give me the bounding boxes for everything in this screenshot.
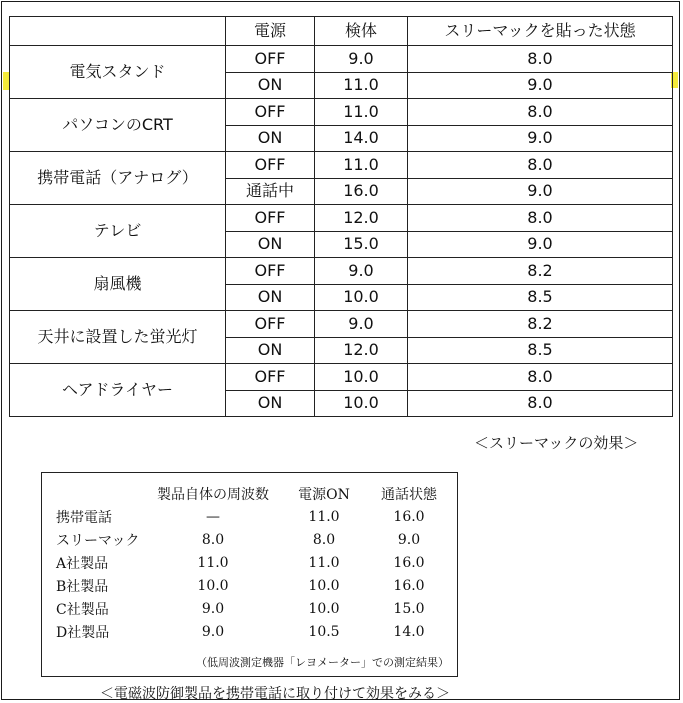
power-on-value: 10.0	[308, 600, 340, 617]
call-value: 16.0	[393, 554, 425, 571]
specimen-value: 9.0	[315, 46, 408, 73]
comparison-row	[56, 597, 452, 620]
power-cell: OFF	[226, 152, 315, 179]
header-with-threemac: スリーマックを貼った状態	[408, 17, 673, 46]
specimen-value: 12.0	[315, 205, 408, 232]
product-name: スリーマック	[56, 532, 140, 549]
header-power: 電源	[226, 17, 315, 46]
power-cell: ON	[226, 390, 315, 417]
table-body	[10, 46, 673, 417]
frequency-value: —	[206, 508, 220, 525]
comparison-header-call: 通話状態	[381, 487, 437, 503]
comparison-header-row	[56, 483, 452, 505]
power-on-value: 11.0	[308, 554, 340, 571]
emf-effect-table	[9, 16, 673, 417]
power-cell: OFF	[226, 364, 315, 391]
with-threemac-value: 8.0	[408, 46, 673, 73]
specimen-value: 10.0	[315, 364, 408, 391]
product-name: C社製品	[56, 601, 109, 618]
power-cell: OFF	[226, 46, 315, 73]
comparison-row	[56, 505, 452, 528]
with-threemac-value: 8.0	[408, 390, 673, 417]
table-row	[10, 205, 673, 232]
specimen-value: 10.0	[315, 284, 408, 311]
call-value: 9.0	[397, 531, 421, 548]
table-row	[10, 364, 673, 391]
table-row	[10, 258, 673, 285]
with-threemac-value: 8.2	[408, 311, 673, 338]
comparison-body	[56, 505, 452, 643]
power-cell: ON	[226, 125, 315, 152]
table-row	[10, 311, 673, 338]
item-name: 扇風機	[10, 258, 226, 311]
header-specimen: 検体	[315, 17, 408, 46]
call-value: 14.0	[393, 623, 425, 640]
power-cell: ON	[226, 337, 315, 364]
item-name: ヘアドライヤー	[10, 364, 226, 417]
with-threemac-value: 8.0	[408, 152, 673, 179]
comparison-table	[56, 483, 452, 643]
specimen-value: 11.0	[315, 152, 408, 179]
comparison-header-frequency: 製品自体の周波数	[157, 487, 269, 503]
comparison-row	[56, 528, 452, 551]
measurement-note: （低周波測定機器「レヨメーター」での測定結果）	[196, 656, 449, 669]
table-row	[10, 152, 673, 179]
power-cell: OFF	[226, 205, 315, 232]
specimen-value: 11.0	[315, 99, 408, 126]
with-threemac-value: 8.0	[408, 364, 673, 391]
frequency-value: 9.0	[201, 600, 225, 617]
call-value: 16.0	[393, 577, 425, 594]
comparison-row	[56, 620, 452, 643]
with-threemac-value: 9.0	[408, 72, 673, 99]
product-name: 携帯電話	[56, 509, 112, 526]
power-on-value: 8.0	[312, 531, 336, 548]
specimen-value: 11.0	[315, 72, 408, 99]
specimen-value: 12.0	[315, 337, 408, 364]
comparison-row	[56, 551, 452, 574]
frequency-value: 8.0	[201, 531, 225, 548]
power-on-value: 10.0	[308, 577, 340, 594]
specimen-value: 14.0	[315, 125, 408, 152]
product-name: D社製品	[56, 624, 110, 641]
header-item	[10, 17, 226, 46]
table1-caption: ＜スリーマックの効果＞	[474, 434, 639, 452]
with-threemac-value: 8.5	[408, 284, 673, 311]
specimen-value: 9.0	[315, 258, 408, 285]
with-threemac-value: 8.0	[408, 99, 673, 126]
power-cell: ON	[226, 72, 315, 99]
specimen-value: 15.0	[315, 231, 408, 258]
power-on-value: 10.5	[308, 623, 340, 640]
power-cell: OFF	[226, 99, 315, 126]
table-row	[10, 99, 673, 126]
comparison-header-power-on: 電源ON	[298, 487, 350, 503]
comparison-row	[56, 574, 452, 597]
with-threemac-value: 9.0	[408, 125, 673, 152]
with-threemac-value: 8.5	[408, 337, 673, 364]
power-cell: OFF	[226, 258, 315, 285]
table2-caption: ＜電磁波防御製品を携帯電話に取り付けて効果をみる＞	[100, 686, 450, 702]
with-threemac-value: 9.0	[408, 178, 673, 205]
with-threemac-value: 8.0	[408, 205, 673, 232]
call-value: 15.0	[393, 600, 425, 617]
table-header-row	[10, 17, 673, 46]
item-name: 電気スタンド	[10, 46, 226, 99]
comparison-header-name	[56, 483, 144, 505]
table-row	[10, 46, 673, 73]
frequency-value: 11.0	[197, 554, 229, 571]
power-cell: OFF	[226, 311, 315, 338]
power-cell: ON	[226, 231, 315, 258]
power-cell: 通話中	[226, 178, 315, 205]
power-on-value: 11.0	[308, 508, 340, 525]
product-name: A社製品	[56, 555, 109, 572]
comparison-box	[41, 472, 458, 677]
item-name: 天井に設置した蛍光灯	[10, 311, 226, 364]
item-name: パソコンのCRT	[10, 99, 226, 152]
specimen-value: 9.0	[315, 311, 408, 338]
item-name: 携帯電話（アナログ）	[10, 152, 226, 205]
call-value: 16.0	[393, 508, 425, 525]
with-threemac-value: 9.0	[408, 231, 673, 258]
power-cell: ON	[226, 284, 315, 311]
specimen-value: 16.0	[315, 178, 408, 205]
frequency-value: 9.0	[201, 623, 225, 640]
product-name: B社製品	[56, 578, 109, 595]
specimen-value: 10.0	[315, 390, 408, 417]
with-threemac-value: 8.2	[408, 258, 673, 285]
item-name: テレビ	[10, 205, 226, 258]
frequency-value: 10.0	[197, 577, 229, 594]
